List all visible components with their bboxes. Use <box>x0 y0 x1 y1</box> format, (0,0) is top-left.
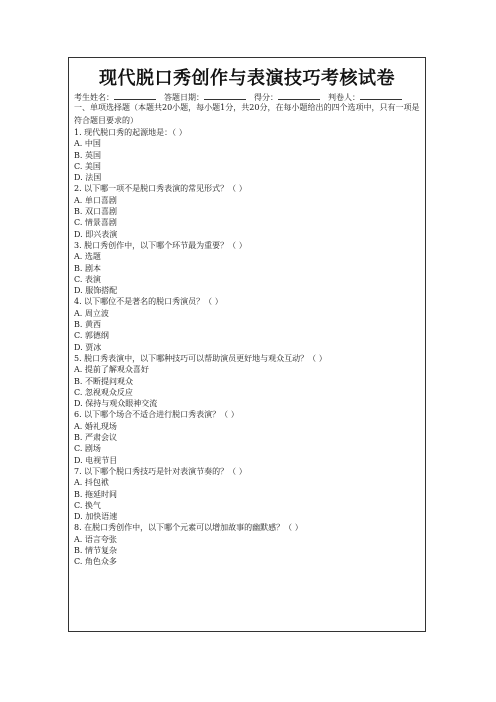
question-5-option[interactable]: A. 提前了解观众喜好 <box>74 365 149 375</box>
grader-blank[interactable] <box>360 91 402 100</box>
question-4-stem: 4. 以下哪位不是著名的脱口秀演员？（ ） <box>74 297 223 307</box>
score-blank[interactable] <box>278 91 320 100</box>
question-5-option[interactable]: D. 保持与观众眼神交流 <box>74 399 158 409</box>
question-list <box>74 127 327 568</box>
question-7-option[interactable]: D. 加快语速 <box>74 512 118 522</box>
name-blank[interactable] <box>114 91 156 100</box>
question-7-option[interactable]: B. 拖延时间 <box>74 489 117 499</box>
question-4-option[interactable]: B. 黄西 <box>74 320 101 330</box>
section-instructions: 一、单项选择题（本题共20小题，每小题1分，共20分，在每小题给出的四个选项中，只有一项是符合题目要求的） <box>74 103 420 125</box>
question-3-option[interactable]: B. 剧本 <box>74 263 101 273</box>
date-label: 答题日期： <box>164 93 204 102</box>
question-6-option[interactable]: A. 婚礼现场 <box>74 421 117 431</box>
question-1-stem: 1. 现代脱口秀的起源地是：（ ） <box>74 128 187 137</box>
name-label: 考生姓名： <box>74 93 114 102</box>
question-6-option[interactable]: C. 剧场 <box>74 444 101 454</box>
question-4-option[interactable]: C. 郭德纲 <box>74 331 109 341</box>
question-6-option[interactable]: D. 电视节目 <box>74 455 118 465</box>
question-4-option[interactable]: A. 周立波 <box>74 308 109 318</box>
grader-label: 判卷人： <box>328 93 360 102</box>
question-6-stem: 6. 以下哪个场合不适合进行脱口秀表演？（ ） <box>74 410 239 420</box>
question-2-option[interactable]: A. 单口喜剧 <box>74 195 117 205</box>
exam-frame <box>68 57 426 632</box>
question-3-stem: 3. 脱口秀创作中，以下哪个环节最为重要？（ ） <box>74 240 247 250</box>
question-1-option[interactable]: B. 英国 <box>74 150 101 160</box>
question-8-option[interactable]: A. 语言夸张 <box>74 534 117 544</box>
question-3-option[interactable]: C. 表演 <box>74 274 101 284</box>
question-2-stem: 2. 以下哪一项不是脱口秀表演的常见形式？（ ） <box>74 184 247 194</box>
question-1-option[interactable]: C. 美国 <box>74 161 101 171</box>
page-title: 现代脱口秀创作与表演技巧考核试卷 <box>99 68 395 89</box>
question-1-option[interactable]: A. 中国 <box>74 139 101 149</box>
question-2-option[interactable]: D. 即兴表演 <box>74 229 118 239</box>
question-3-option[interactable]: D. 服饰搭配 <box>74 286 118 296</box>
question-6-option[interactable]: B. 严肃会议 <box>74 433 117 443</box>
question-7-stem: 7. 以下哪个脱口秀技巧是针对表演节奏的？（ ） <box>74 466 247 476</box>
question-8-stem: 8. 在脱口秀创作中，以下哪个元素可以增加故事的幽默感？（ ） <box>74 523 303 533</box>
question-5-option[interactable]: B. 不断提问观众 <box>74 376 133 386</box>
question-7-option[interactable]: A. 抖包袱 <box>74 478 109 488</box>
question-2-option[interactable]: C. 情景喜剧 <box>74 218 117 228</box>
date-blank[interactable] <box>204 91 246 100</box>
question-8-option[interactable]: C. 角色众多 <box>74 557 117 567</box>
question-7-option[interactable]: C. 换气 <box>74 500 101 510</box>
question-5-option[interactable]: C. 忽视观众反应 <box>74 387 133 397</box>
score-label: 得分： <box>254 93 278 102</box>
question-5-stem: 5. 脱口秀表演中，以下哪种技巧可以帮助演员更好地与观众互动？（ ） <box>74 353 327 363</box>
question-8-option[interactable]: B. 情节复杂 <box>74 545 117 555</box>
question-3-option[interactable]: A. 选题 <box>74 252 101 262</box>
question-1-option[interactable]: D. 法国 <box>74 173 102 183</box>
question-2-option[interactable]: B. 双口喜剧 <box>74 207 117 217</box>
question-4-option[interactable]: D. 贾冰 <box>74 342 102 352</box>
